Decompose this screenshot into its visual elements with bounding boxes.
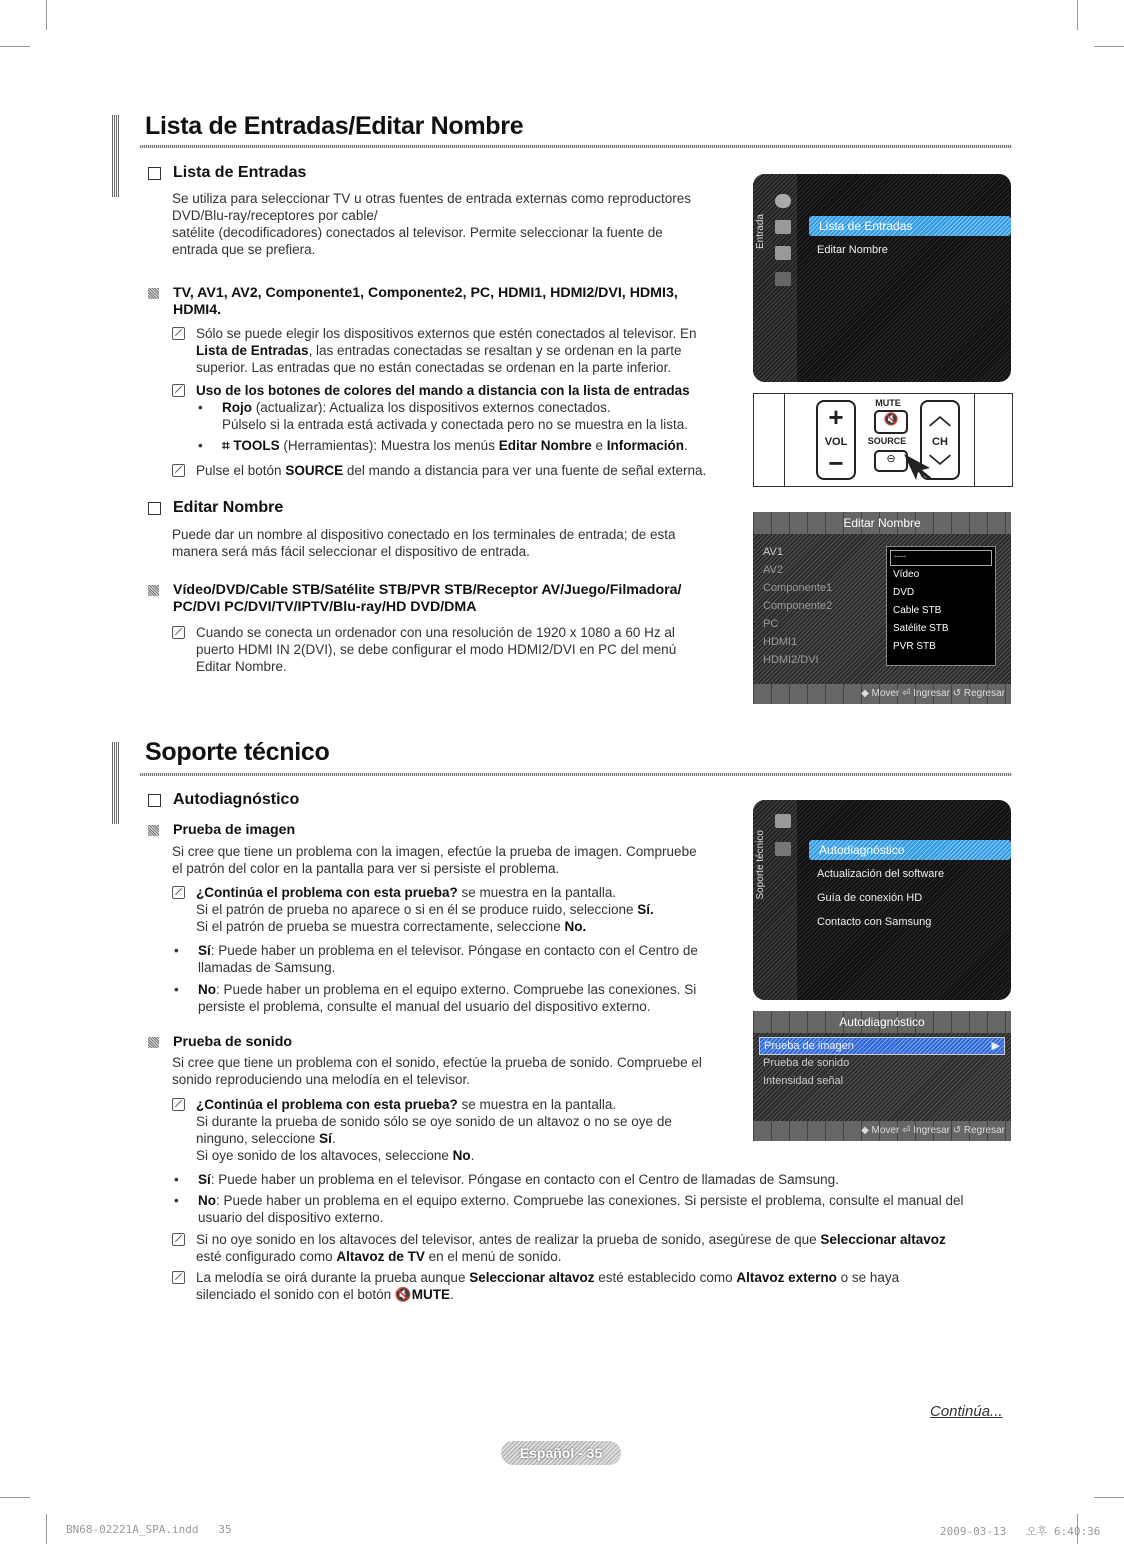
dropdown-option[interactable]: DVD bbox=[893, 587, 915, 598]
menu-item-highlighted[interactable]: Lista de Entradas bbox=[809, 216, 1011, 236]
section-title: Soporte técnico bbox=[145, 738, 330, 766]
crop-mark bbox=[0, 1497, 30, 1498]
osd-title: Editar Nombre bbox=[753, 512, 1011, 534]
section-bar bbox=[112, 115, 120, 197]
osd-title: Autodiagnóstico bbox=[753, 1011, 1011, 1033]
tv-menu-screenshot bbox=[753, 174, 1011, 382]
note-icon bbox=[172, 886, 185, 899]
note-icon bbox=[172, 384, 185, 397]
crop-mark bbox=[1077, 0, 1078, 30]
list-header: Prueba de imagen bbox=[148, 822, 295, 839]
section-rule bbox=[140, 145, 1012, 148]
application-icon bbox=[775, 246, 791, 260]
paragraph: Si cree que tiene un problema con la imagen, efectúe la prueba de imagen. Compruebe el patrón del color en la pantalla para ver si persiste el problema. bbox=[172, 844, 697, 876]
note: Uso de los botones de colores del mando a distancia con la lista de entradas bbox=[172, 382, 690, 399]
osd-item[interactable]: Intensidad señal bbox=[763, 1075, 844, 1087]
osd-item[interactable]: AV2 bbox=[763, 564, 783, 576]
crop-mark bbox=[0, 46, 30, 47]
osd-footer: ◆ Mover ⏎ Ingresar ↺ Regresar bbox=[753, 684, 1011, 704]
source-button[interactable]: ⊖ bbox=[874, 450, 908, 472]
crop-mark bbox=[46, 0, 47, 30]
tools-icon: ⌗ bbox=[222, 438, 234, 453]
note: Pulse el botón SOURCE del mando a distancia para ver una fuente de señal externa. bbox=[172, 462, 706, 479]
note-icon bbox=[172, 1233, 185, 1246]
mute-icon: 🔇 bbox=[394, 1287, 412, 1302]
play-arrow-icon: ▶ bbox=[991, 1040, 1000, 1052]
square-bullet-icon bbox=[148, 585, 159, 596]
square-bullet-icon bbox=[148, 1037, 159, 1048]
note: Cuando se conecta un ordenador con una resolución de 1920 x 1080 a 60 Hz al puerto HDMI IN 2(DVI), se debe configurar el modo HDMI2/DVI en PC del menú Editar Nombre. bbox=[172, 624, 676, 675]
osd-footer: ◆ Mover ⏎ Ingresar ↺ Regresar bbox=[753, 1121, 1011, 1141]
list-item: • No: Puede haber un problema en el equipo externo. Compruebe las conexiones. Si persiste el problema, consulte el manual del usuario del dispositivo externo. bbox=[174, 1193, 964, 1225]
osd-item[interactable]: Componente2 bbox=[763, 600, 833, 612]
pointer-arrow-icon bbox=[904, 454, 940, 480]
square-bullet-icon bbox=[148, 825, 159, 836]
mute-button[interactable]: 🔇 bbox=[874, 410, 908, 434]
info-icon bbox=[172, 464, 185, 477]
list-header: Prueba de sonido bbox=[148, 1034, 292, 1051]
channel-rocker[interactable]: ︿ CH ﹀ bbox=[920, 400, 960, 480]
application-icon bbox=[775, 814, 791, 828]
tv-menu-screenshot bbox=[753, 800, 1011, 1000]
subsection-heading: Lista de Entradas bbox=[148, 164, 306, 182]
checkbox-icon bbox=[148, 502, 161, 515]
support-icon bbox=[775, 842, 791, 856]
section-title: Lista de Entradas/Editar Nombre bbox=[145, 112, 524, 140]
section-bar bbox=[112, 742, 120, 824]
osd-item[interactable]: Componente1 bbox=[763, 582, 833, 594]
subsection-heading: Autodiagnóstico bbox=[148, 791, 299, 809]
volume-rocker[interactable]: + VOL − bbox=[816, 400, 856, 480]
input-icon bbox=[775, 220, 791, 234]
dropdown-option[interactable]: Vídeo bbox=[893, 569, 920, 580]
list-item: • Rojo (actualizar): Actualiza los dispositivos externos conectados. Púlselo si la entrada está activada y conectada pero no se muestra en la lista. bbox=[198, 400, 689, 432]
crop-mark bbox=[1094, 1497, 1124, 1498]
list-item: • Sí: Puede haber un problema en el televisor. Póngase en contacto con el Centro de llamadas de Samsung. bbox=[174, 1172, 839, 1187]
paragraph: Se utiliza para seleccionar TV u otras fuentes de entrada externas como reproductores DVD/Blu-ray/receptores por cable/ satélite (decodificadores) conectados al televisor. Permite seleccionar la fuente de entrada que se prefiera. bbox=[172, 191, 692, 257]
note-icon bbox=[172, 1271, 185, 1284]
note-icon bbox=[172, 327, 185, 340]
menu-item[interactable]: Guía de conexión HD bbox=[817, 892, 923, 904]
osd-item[interactable]: Prueba de sonido bbox=[763, 1057, 850, 1069]
name-dropdown[interactable]: ---- Vídeo DVD Cable STB Satélite STB PVR STB bbox=[886, 546, 996, 666]
note: Sólo se puede elegir los dispositivos externos que estén conectados al televisor. En Lista de Entradas, las entradas conectadas se resaltan y se ordenan en la parte superior. Las entradas que no están conectadas se ordenan en la parte inferior. bbox=[172, 325, 697, 376]
list-header: Vídeo/DVD/Cable STB/Satélite STB/PVR STB/Receptor AV/Juego/Filmadora/ PC/DVI PC/DVI/TV/IPTV/Blu-ray/HD DVD/DMA bbox=[148, 582, 681, 616]
note: ¿Continúa el problema con esta prueba? se muestra en la pantalla. Si el patrón de prueba no aparece o si en él se produce ruido, seleccione Sí. Si el patrón de prueba se muestra correctamente, seleccione No. bbox=[172, 884, 654, 935]
square-bullet-icon bbox=[148, 288, 159, 299]
dropdown-option[interactable]: Satélite STB bbox=[893, 623, 949, 634]
list-item: • ⌗ TOOLS (Herramientas): Muestra los menús Editar Nombre e Información. bbox=[198, 438, 688, 453]
list-item: • Sí: Puede haber un problema en el televisor. Póngase en contacto con el Centro de llamadas de Samsung. bbox=[174, 943, 698, 975]
note: La melodía se oirá durante la prueba aunque Seleccionar altavoz esté establecido como Altavoz externo o se haya silenciado el sonido con el botón 🔇MUTE. bbox=[172, 1269, 899, 1303]
self-diagnosis-osd bbox=[753, 1011, 1011, 1141]
menu-item[interactable]: Contacto con Samsung bbox=[817, 916, 932, 928]
dropdown-option[interactable]: Cable STB bbox=[893, 605, 942, 616]
list-header: TV, AV1, AV2, Componente1, Componente2, PC, HDMI1, HDMI2/DVI, HDMI3, HDMI4. bbox=[148, 285, 678, 319]
crop-mark bbox=[46, 1514, 47, 1544]
remote-illustration: + VOL − MUTE 🔇 SOURCE ⊖ ︿ CH ﹀ bbox=[753, 393, 1013, 487]
osd-item[interactable]: HDMI2/DVI bbox=[763, 654, 819, 666]
note: Si no oye sonido en los altavoces del televisor, antes de realizar la prueba de sonido, asegúrese de que Seleccionar altavoz esté configurado como Altavoz de TV en el menú de sonido. bbox=[172, 1231, 946, 1265]
continued-link: Continúa... bbox=[930, 1403, 1003, 1420]
checkbox-icon bbox=[148, 794, 161, 807]
paragraph: Si cree que tiene un problema con el sonido, efectúe la prueba de sonido. Compruebe el sonido reproduciendo una melodía en el televisor. bbox=[172, 1055, 702, 1087]
tv-menu-sidebar: Soporte técnico bbox=[753, 800, 797, 1000]
file-slug: BN68-02221A_SPA.indd 35 bbox=[66, 1523, 232, 1536]
edit-name-osd bbox=[753, 512, 1011, 704]
tv-menu-sidebar: Entrada bbox=[753, 174, 797, 382]
crop-mark bbox=[1094, 46, 1124, 47]
page-number-badge: Español - 35 bbox=[501, 1441, 621, 1465]
menu-item-highlighted[interactable]: Autodiagnóstico bbox=[809, 840, 1011, 860]
list-item: • No: Puede haber un problema en el equipo externo. Compruebe las conexiones. Si persiste el problema, consulte el manual del usuario del dispositivo externo. bbox=[174, 982, 697, 1014]
osd-item[interactable]: PC bbox=[763, 618, 779, 630]
note-icon bbox=[172, 1098, 185, 1111]
menu-item[interactable]: Actualización del software bbox=[817, 868, 945, 880]
print-timestamp: 2009-03-13 오후 6:40:36 bbox=[940, 1525, 1101, 1538]
support-icon bbox=[775, 272, 791, 286]
osd-item[interactable]: AV1 bbox=[763, 546, 783, 558]
osd-item[interactable]: HDMI1 bbox=[763, 636, 798, 648]
gear-icon bbox=[775, 194, 791, 208]
checkbox-icon bbox=[148, 167, 161, 180]
section-rule bbox=[140, 773, 1012, 776]
subsection-heading: Editar Nombre bbox=[148, 499, 283, 517]
dropdown-option[interactable]: PVR STB bbox=[893, 641, 936, 652]
note-icon bbox=[172, 626, 185, 639]
menu-item[interactable]: Editar Nombre bbox=[817, 244, 888, 256]
paragraph: Puede dar un nombre al dispositivo conectado en los terminales de entrada; de esta manera será más fácil seleccionar el dispositivo de entrada. bbox=[172, 527, 676, 559]
osd-item-highlighted[interactable]: Prueba de imagen ▶ bbox=[759, 1037, 1005, 1055]
note: ¿Continúa el problema con esta prueba? se muestra en la pantalla. Si durante la prueba de sonido sólo se oye sonido de un altavoz o no se oye de ninguno, seleccione Sí. Si oye sonido de los altavoces, seleccione No. bbox=[172, 1096, 672, 1164]
